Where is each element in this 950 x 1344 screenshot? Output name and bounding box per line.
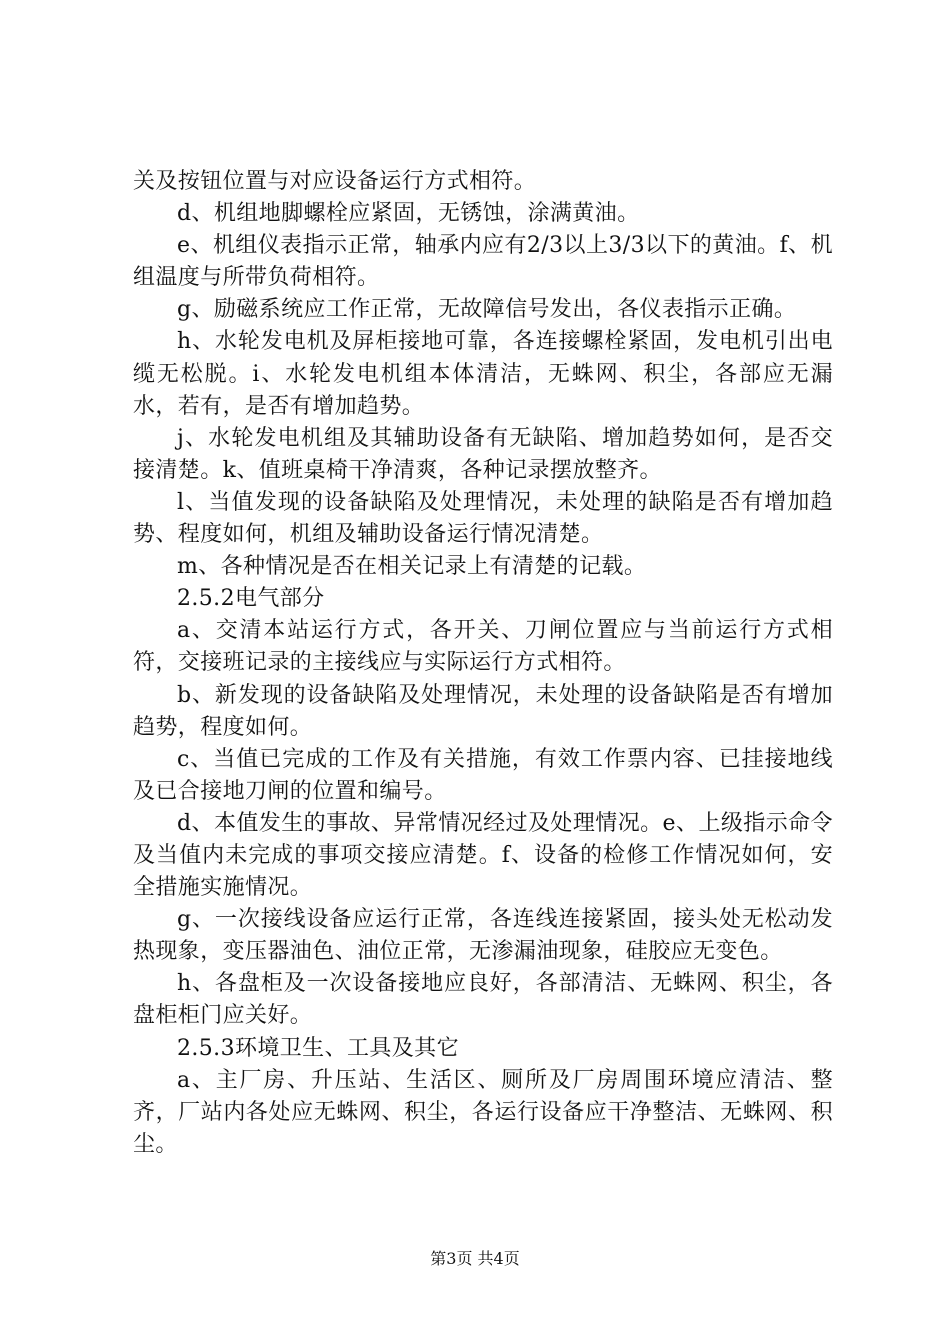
paragraph: l、当值发现的设备缺陷及处理情况，未处理的缺陷是否有增加趋势、程度如何，机组及辅助设备运行情况清楚。: [133, 489, 833, 548]
paragraph: c、当值已完成的工作及有关措施，有效工作票内容、已挂接地线及已合接地刀闸的位置和编号。: [133, 746, 833, 804]
section-heading: 2.5.3环境卫生、工具及其它: [177, 1035, 459, 1061]
paragraph: 关及按钮位置与对应设备运行方式相符。: [133, 169, 537, 194]
paragraph: h、水轮发电机及屏柜接地可靠，各连接螺栓紧固，发电机引出电缆无松脱。i、水轮发电机组本体清洁，无蛛网、积尘，各部应无漏水，若有，是否有增加趋势。: [133, 329, 833, 419]
document-body: [133, 166, 833, 1161]
paragraph: a、主厂房、升压站、生活区、厕所及厂房周围环境应清洁、整齐，厂站内各处应无蛛网、积尘，各运行设备应干净整洁、无蛛网、积尘。: [133, 1067, 833, 1157]
paragraph: d、机组地脚螺栓应紧固，无锈蚀，涂满黄油。: [177, 201, 640, 227]
paragraph: d、本值发生的事故、异常情况经过及处理情况。e、上级指示命令及当值内未完成的事项交接应清楚。f、设备的检修工作情况如何，安全措施实施情况。: [133, 810, 833, 901]
paragraph: b、新发现的设备缺陷及处理情况，未处理的设备缺陷是否有增加趋势，程度如何。: [133, 682, 833, 740]
section-heading: 2.5.2电气部分: [177, 586, 325, 612]
page-number-footer: 第3页 共4页: [430, 1249, 520, 1268]
paragraph: e、机组仪表指示正常，轴承内应有2/3以上3/3以下的黄油。f、机组温度与所带负荷相符。: [133, 233, 833, 291]
paragraph: j、水轮发电机组及其辅助设备有无缺陷、增加趋势如何，是否交接清楚。k、值班桌椅干净清爽，各种记录摆放整齐。: [133, 425, 833, 483]
paragraph: g、励磁系统应工作正常，无故障信号发出，各仪表指示正确。: [177, 297, 797, 323]
paragraph: a、交清本站运行方式，各开关、刀闸位置应与当前运行方式相符，交接班记录的主接线应与实际运行方式相符。: [133, 618, 833, 676]
paragraph: m、各种情况是否在相关记录上有清楚的记载。: [177, 554, 647, 580]
paragraph: g、一次接线设备应运行正常，各连线连接紧固，接头处无松动发热现象，变压器油色、油位正常，无渗漏油现象，硅胶应无变色。: [133, 907, 833, 965]
paragraph: h、各盘柜及一次设备接地应良好，各部清洁、无蛛网、积尘，各盘柜柜门应关好。: [133, 971, 833, 1029]
